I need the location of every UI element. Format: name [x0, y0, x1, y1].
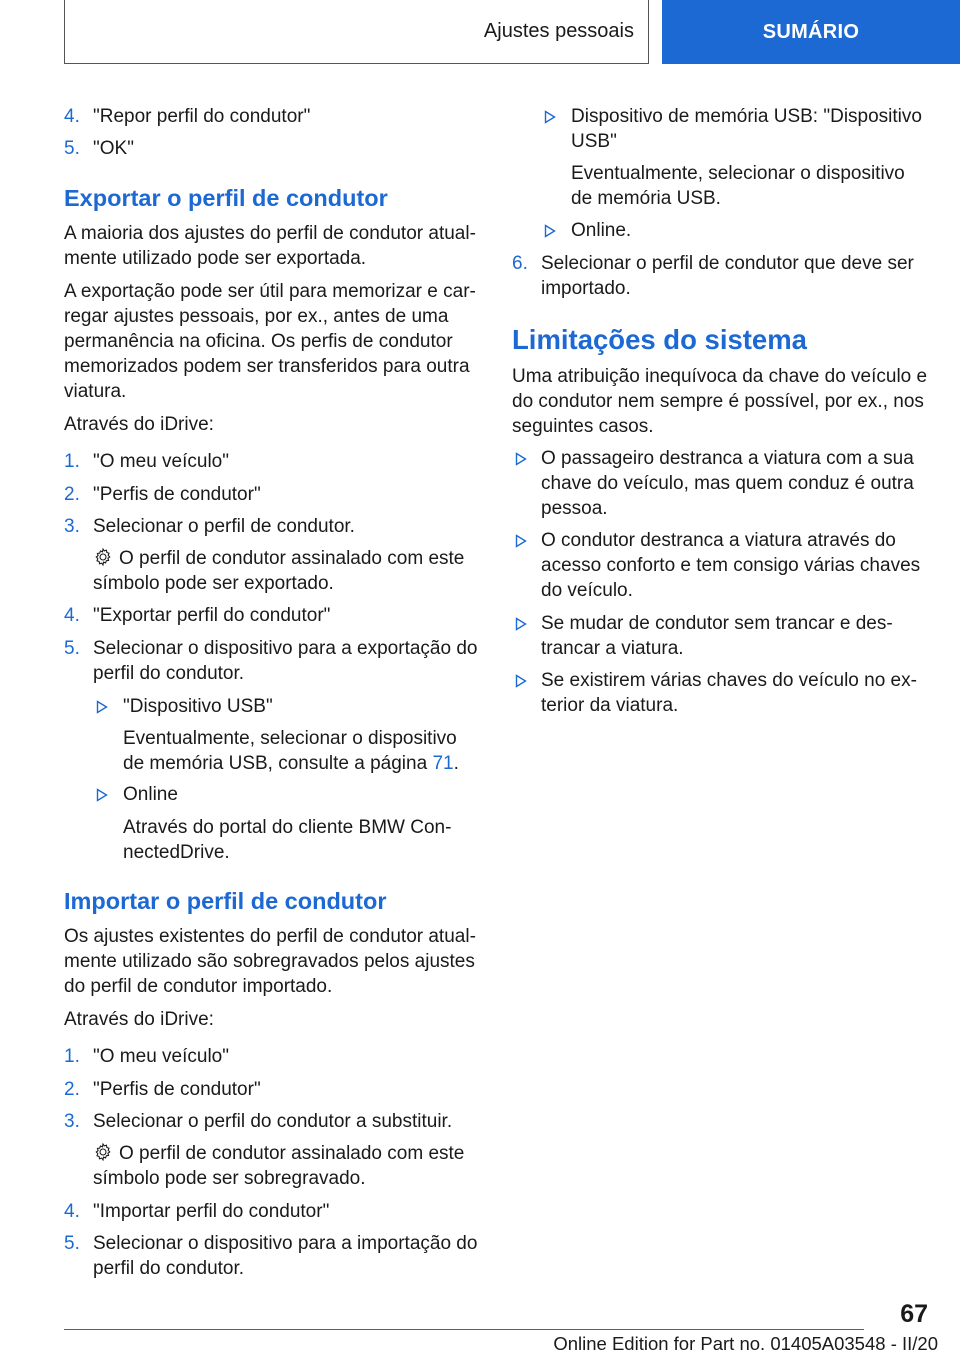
- symbol-note-text: O perfil de condutor assinalado com este símbolo pode ser exportado.: [93, 548, 465, 594]
- page-reference-link[interactable]: 71: [432, 753, 454, 774]
- header-section-tab: [64, 0, 649, 64]
- step-number: 5.: [64, 1233, 80, 1254]
- right-triangle-outline-icon: [515, 611, 527, 636]
- section-heading-limitations: Limitações do sistema: [512, 324, 807, 355]
- paragraph: Através do iDrive:: [64, 414, 214, 435]
- paragraph: Através do iDrive:: [64, 1009, 214, 1030]
- right-triangle-outline-icon: [544, 218, 556, 243]
- page-number: 67: [900, 1300, 928, 1328]
- sub-bullet-title: Online: [123, 784, 178, 805]
- step-text: "Perfis de condutor": [93, 484, 261, 505]
- bullet-text: O passageiro destranca a viatura com a sua chave do veículo, mas quem conduz é outra pessoa.: [541, 448, 914, 519]
- footer-divider: [64, 1329, 864, 1330]
- sub-bullet-text: Eventualmente, selecionar o dispositivo de memória USB, consulte a página 71.: [123, 728, 459, 774]
- paragraph: Os ajustes existentes do perfil de condutor atualmente utilizado são sobregravados pelos ajustes do perfil de condutor importado.: [64, 926, 476, 997]
- symbol-note-text: O perfil de condutor assinalado com este símbolo pode ser sobregravado.: [93, 1143, 465, 1189]
- sub-bullet-title: Dispositivo de memória USB: "Dispositivo USB": [571, 106, 922, 152]
- sub-bullet-title: Online.: [571, 220, 632, 241]
- step-text: Selecionar o dispositivo para a exportação do perfil do condutor.: [93, 638, 478, 684]
- sub-bullet-text: Através do portal do cliente BMW ConnectedDrive.: [123, 817, 452, 863]
- sub-bullet-title: "Dispositivo USB": [123, 696, 273, 717]
- section-heading-import: Importar o perfil de condutor: [64, 888, 387, 914]
- paragraph: A maioria dos ajustes do perfil de condutor atualmente utilizado pode ser exportada.: [64, 223, 476, 269]
- symbol-note: [93, 546, 479, 596]
- step-text: "Importar perfil do condutor": [93, 1201, 330, 1222]
- header-section-title: Ajustes pessoais: [483, 20, 634, 42]
- step-text: "Perfis de condutor": [93, 1079, 261, 1100]
- footer-edition: Online Edition for Part no. 01405A03548 - II/20: [553, 1333, 938, 1354]
- step-number: 5.: [64, 638, 80, 659]
- contents-button-label: SUMÁRIO: [762, 20, 860, 43]
- step-number: 1.: [64, 1046, 80, 1067]
- right-triangle-outline-icon: [515, 528, 527, 553]
- step-number: 6.: [512, 253, 528, 274]
- right-triangle-outline-icon: [96, 782, 108, 807]
- step-number: 3.: [64, 1111, 80, 1132]
- contents-button[interactable]: [662, 0, 960, 64]
- paragraph: A exportação pode ser útil para memorizar e carregar ajustes pessoais, por ex., antes de uma permanência na oficina. Os perfis de condutor memorizados podem ser transferidos para outra viatura.: [64, 281, 476, 402]
- step-text: "O meu veículo": [93, 1046, 229, 1067]
- step-number: 4.: [64, 605, 80, 626]
- step-number: 2.: [64, 484, 80, 505]
- step-text: "Exportar perfil do condutor": [93, 605, 331, 626]
- symbol-note: [93, 1141, 479, 1191]
- sub-bullet-text-body: Eventualmente, selecionar o dispositivo de memória USB, consulte a página: [123, 728, 457, 774]
- step-number: 2.: [64, 1079, 80, 1100]
- right-triangle-outline-icon: [515, 446, 527, 471]
- step-number: 1.: [64, 451, 80, 472]
- step-number: 4.: [64, 1201, 80, 1222]
- step-text: Selecionar o dispositivo para a importação do perfil do condutor.: [93, 1233, 478, 1279]
- list-item: "Repor perfil do condutor": [93, 106, 311, 127]
- bullet-text: Se existirem várias chaves do veículo no exterior da viatura.: [541, 670, 917, 716]
- bullet-text: O condutor destranca a viatura através do acesso conforto e tem consigo várias chaves do veículo.: [541, 530, 921, 601]
- list-number: 4.: [64, 106, 80, 127]
- bullet-text: Se mudar de condutor sem trancar e destrancar a viatura.: [541, 613, 893, 659]
- right-triangle-outline-icon: [544, 104, 556, 129]
- list-number: 5.: [64, 138, 80, 159]
- sub-bullet-text: Eventualmente, selecionar o dispositivo de memória USB.: [571, 163, 905, 209]
- right-triangle-outline-icon: [515, 668, 527, 693]
- step-text: Selecionar o perfil de condutor que deve ser importado.: [541, 253, 914, 299]
- gear-icon: [93, 1142, 113, 1162]
- paragraph: Uma atribuição inequívoca da chave do veículo e do condutor nem sempre é possível, por ex., nos seguintes casos.: [512, 366, 928, 437]
- step-text: Selecionar o perfil do condutor a substituir.: [93, 1111, 453, 1132]
- list-item: "OK": [93, 138, 134, 159]
- section-heading-export: Exportar o perfil de condutor: [64, 185, 388, 211]
- step-number: 3.: [64, 516, 80, 537]
- right-triangle-outline-icon: [96, 694, 108, 719]
- step-text: "O meu veículo": [93, 451, 229, 472]
- gear-icon: [93, 547, 113, 567]
- step-text: Selecionar o perfil de condutor.: [93, 516, 355, 537]
